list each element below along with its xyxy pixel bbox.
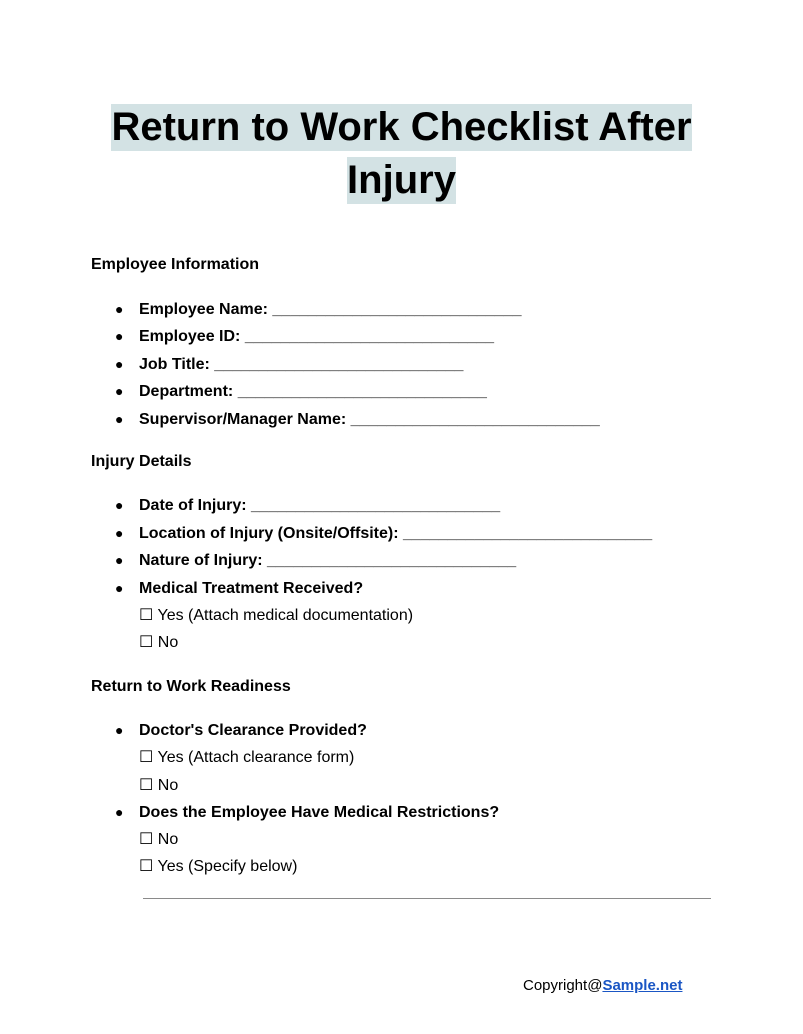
section-heading-employee: Employee Information [91, 256, 260, 273]
blank-line[interactable]: ____________________________ [244, 328, 494, 345]
question-label: Does the Employee Have Medical Restrictions? [139, 804, 500, 821]
field-label: Department: [139, 383, 234, 400]
blank-line[interactable]: ____________________________ [267, 552, 517, 569]
bullet-icon: ● [115, 383, 124, 399]
list-item [115, 355, 463, 374]
checkbox-option-clearance-yes[interactable]: ☐ Yes (Attach clearance form) [139, 749, 355, 766]
bullet-icon: ● [115, 301, 124, 317]
list-item [115, 496, 500, 515]
document-title [0, 104, 803, 210]
field-label: Medical Treatment Received? [139, 580, 364, 597]
list-item [115, 327, 494, 346]
list-item [115, 579, 363, 598]
bullet-icon: ● [115, 411, 124, 427]
horizontal-rule [143, 898, 711, 899]
blank-line[interactable]: ____________________________ [350, 411, 600, 428]
list-item [115, 524, 652, 543]
bullet-icon: ● [115, 804, 124, 820]
sample-net-link[interactable]: Sample.net [602, 977, 683, 994]
blank-line[interactable]: ____________________________ [272, 301, 522, 318]
field-label: Supervisor/Manager Name: [139, 411, 347, 428]
section-heading-injury: Injury Details [91, 453, 192, 470]
field-label: Nature of Injury: [139, 552, 263, 569]
blank-line[interactable]: ____________________________ [237, 383, 487, 400]
title-line-2: Injury [347, 158, 456, 202]
list-item [115, 300, 522, 319]
question-label: Doctor's Clearance Provided? [139, 722, 367, 739]
bullet-icon: ● [115, 552, 124, 568]
bullet-icon: ● [115, 497, 124, 513]
field-label: Location of Injury (Onsite/Offsite): [139, 525, 399, 542]
copyright-footer [523, 977, 682, 995]
list-item [115, 551, 516, 570]
bullet-icon: ● [115, 356, 124, 372]
checkbox-option-treatment-yes[interactable]: ☐ Yes (Attach medical documentation) [139, 607, 414, 624]
checkbox-option-restrictions-no[interactable]: ☐ No [139, 831, 179, 848]
checkbox-option-treatment-no[interactable]: ☐ No [139, 634, 179, 651]
field-label: Employee ID: [139, 328, 241, 345]
bullet-icon: ● [115, 580, 124, 596]
field-label: Employee Name: [139, 301, 268, 318]
checkbox-option-restrictions-yes[interactable]: ☐ Yes (Specify below) [139, 858, 298, 875]
list-item [115, 382, 487, 401]
list-item [115, 721, 367, 740]
field-label: Job Title: [139, 356, 210, 373]
section-heading-readiness: Return to Work Readiness [91, 678, 291, 695]
bullet-icon: ● [115, 722, 124, 738]
bullet-icon: ● [115, 525, 124, 541]
checkbox-option-clearance-no[interactable]: ☐ No [139, 777, 179, 794]
blank-line[interactable]: ____________________________ [214, 356, 464, 373]
list-item [115, 803, 499, 822]
title-line-1: Return to Work Checklist After [111, 105, 692, 149]
list-item [115, 410, 600, 429]
copyright-text: Copyright@ [523, 977, 603, 994]
field-label: Date of Injury: [139, 497, 247, 514]
bullet-icon: ● [115, 328, 124, 344]
blank-line[interactable]: ____________________________ [251, 497, 501, 514]
blank-line[interactable]: ____________________________ [403, 525, 653, 542]
